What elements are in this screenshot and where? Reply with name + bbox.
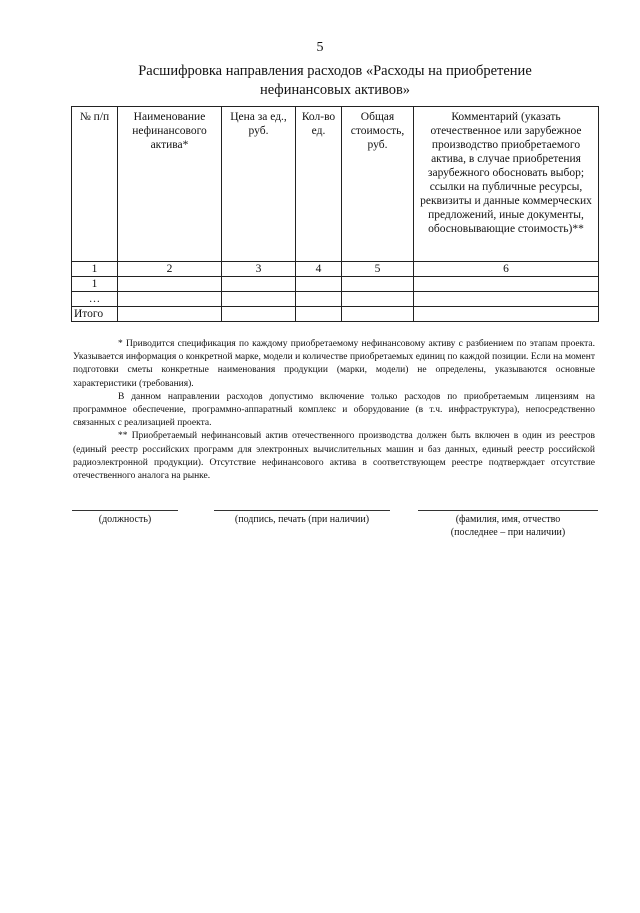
expenses-table — [71, 106, 599, 322]
table-row — [72, 277, 599, 292]
table-cell — [296, 292, 342, 307]
signature-line — [72, 510, 178, 511]
header-total-cost: Общая стоимость, руб. — [342, 107, 414, 262]
header-number: № п/п — [72, 107, 118, 262]
column-number: 5 — [342, 262, 414, 277]
table-cell — [118, 292, 222, 307]
name-label-line1: (фамилия, имя, отчество — [455, 514, 561, 525]
position-label: (должность) — [98, 514, 152, 525]
name-label-line2: (последнее – при наличии) — [450, 527, 566, 538]
column-number: 4 — [296, 262, 342, 277]
table-cell — [342, 307, 414, 322]
table-header-row — [72, 107, 599, 262]
table-cell — [118, 307, 222, 322]
table-cell: … — [72, 292, 118, 307]
signature-sign — [214, 510, 390, 526]
footnote-scope: В данном направлении расходов допустимо включение только расходов по приобретаемым лицензиям на программное обеспечение, программно-аппаратный комплекс и оборудование (в т.ч. инфраструктура), непосредственно связанных с реализацией проекта. — [73, 391, 595, 429]
header-comment: Комментарий (указать отечественное или зарубежное производство приобретаемого актива, в случае приобретения зарубежного обосновать выбор; ссылки на публичные ресурсы, реквизиты и данные коммерческих предложений, иные документы, обосновывающие стоимость)** — [414, 107, 599, 262]
column-number: 2 — [118, 262, 222, 277]
table-cell — [342, 292, 414, 307]
header-asset-name: Наименование нефинансового актива* — [118, 107, 222, 262]
signature-name — [418, 510, 598, 539]
table-cell: 1 — [72, 277, 118, 292]
column-number-row — [72, 262, 599, 277]
signature-line — [214, 510, 390, 511]
page-number: 5 — [316, 40, 324, 55]
column-number: 3 — [222, 262, 296, 277]
table-cell — [414, 307, 599, 322]
table-total-row — [72, 307, 599, 322]
table-cell — [222, 292, 296, 307]
table-cell — [118, 277, 222, 292]
table-cell — [414, 277, 599, 292]
table-cell — [222, 307, 296, 322]
table-cell — [414, 292, 599, 307]
column-number: 1 — [72, 262, 118, 277]
total-label: Итого — [72, 307, 118, 322]
table-cell — [296, 277, 342, 292]
header-quantity: Кол-во ед. — [296, 107, 342, 262]
column-number: 6 — [414, 262, 599, 277]
table-cell — [222, 277, 296, 292]
signature-line — [418, 510, 598, 511]
footnote-double-asterisk: ** Приобретаемый нефинансовый актив отечественного производства должен быть включен в один из реестров (единый реестр российских программ для электронных вычислительных машин и баз данных, единый реестр российской радиоэлектронной продукции). Отсутствие нефинансового актива в соответствующем реестре подтверждает отсутствие отечественного аналога на рынке. — [73, 431, 595, 482]
footnote-asterisk: * Приводится спецификация по каждому приобретаемому нефинансовому активу с разбиением по этапам проекта. Указывается информация о конкретной марке, модели и количестве приобретаемых единиц по каждой позиции. Если на момент подготовки сметы конкретные наименования продукции (марки, модели) не определены, указываются основные характеристики (требования). — [73, 339, 595, 389]
table-cell — [342, 277, 414, 292]
signature-position — [72, 510, 178, 526]
header-unit-price: Цена за ед., руб. — [222, 107, 296, 262]
table-row — [72, 292, 599, 307]
document-title: Расшифровка направления расходов «Расходы на приобретение нефинансовых активов» — [138, 63, 532, 98]
table-cell — [296, 307, 342, 322]
signature-label: (подпись, печать (при наличии) — [234, 514, 370, 525]
footnotes — [73, 338, 595, 483]
